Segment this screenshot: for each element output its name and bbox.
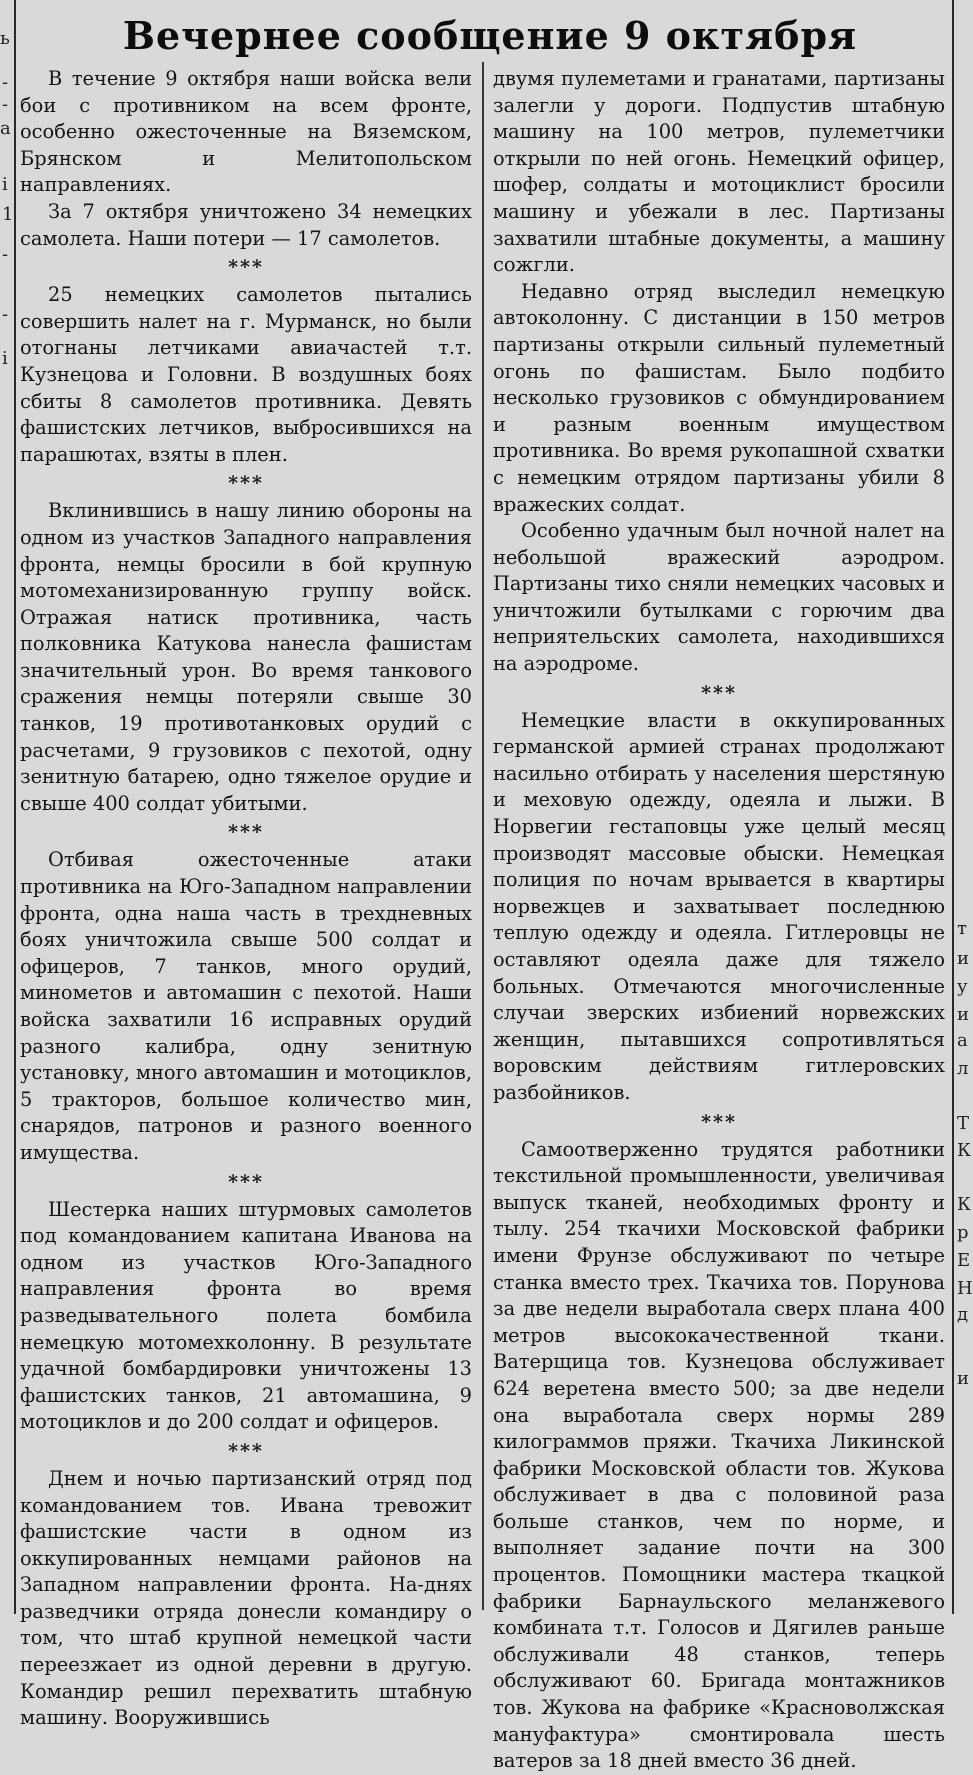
margin-fragment: Т bbox=[957, 1113, 970, 1134]
margin-fragment: и bbox=[957, 1368, 969, 1389]
margin-fragment: К bbox=[957, 1140, 971, 1161]
margin-fragment: - bbox=[2, 304, 9, 325]
article-paragraph: 25 немецких самолетов пытались совершить налет на г. Мурманск, но были отогнаны летчиками авиачастей т.т. Кузнецова и Головни. В воздушных боях сбиты 8 самолетов противника. Девять фашистских летчиков, выбросившихся на парашютах, взяты в плен. bbox=[20, 283, 472, 466]
margin-fragment: а bbox=[957, 1030, 968, 1051]
left-page-edge bbox=[0, 0, 16, 1614]
article-paragraph: За 7 октября уничтожено 34 немецких самолета. Наши потери — 17 самолетов. bbox=[20, 199, 472, 250]
margin-fragment: а bbox=[0, 118, 11, 139]
section-separator: *** bbox=[228, 821, 264, 844]
article-paragraph: Особенно удачным был ночной налет на небольшой вражеский аэродром. Партизаны тихо сняли немецких часовых и уничтожили бутылками с горючим два неприятельских самолета, находившихся на аэродроме. bbox=[493, 519, 945, 676]
article-paragraph: Днем и ночью партизанский отряд под командованием тов. Ивана тревожит фашистские части в одном из оккупированных немцами районов на Западном направлении фронта. На-днях разведчики отряда донесли командиру о том, что штаб крупной немецкой части переезжает из одной деревни в другую. Командир решил перехватить штабную машину. Вооружившись bbox=[20, 1466, 472, 1730]
column-divider bbox=[482, 62, 484, 1610]
article-paragraph: Шестерка наших штурмовых самолетов под командованием капитана Иванова на одном из участков Юго-Западного направления фронта во время разведывательного полета бомбила немецкую мотомехколонну. В результате удачной бомбардировки уничтожены 13 фашистских танков, 21 автомашина, 9 мотоциклов и до 200 солдат и офицеров. bbox=[20, 1197, 472, 1434]
headline-area bbox=[30, 8, 950, 62]
page-title: Вечернее сообщение 9 октября bbox=[122, 12, 858, 58]
margin-fragment: р bbox=[957, 1222, 969, 1243]
section-separator: *** bbox=[228, 1170, 264, 1193]
section-separator: *** bbox=[701, 1110, 737, 1133]
section-separator: *** bbox=[228, 472, 264, 495]
margin-fragment: т bbox=[957, 918, 967, 939]
article-paragraph: Самоотверженно трудятся работники текстильной промышленности, увеличивая выпуск тканей, необходимых фронту и тылу. 254 ткачихи Московской фабрики имени Фрунзе обслуживают по четыре станка вместо трех. Ткачиха тов. Порунова за две недели выработала сверх плана 400 метров высококачественной ткани. Ватерщица тов. Кузнецова обслуживает 624 веретена вместо 500; за две недели она выработала сверх нормы 289 килограммов пряжи. Ткачиха Ликинской фабрики Московской области тов. Жукова обслуживает в два с половиной раза больше станков, чем по норме, и выполняет задание почти на 300 процентов. Помощники мастера ткацкой фабрики Барнаульского меланжевого комбината т.т. Голосов и Дягилев раньше обслуживали 48 станков, теперь обслуживают 60. Бригада монтажников тов. Жукова на фабрике «Красноволжская мануфактура» смонтировала шесть ватеров за 18 дней вместо 36 дней. bbox=[493, 1137, 945, 1773]
left-column bbox=[20, 66, 472, 1730]
margin-fragment: і bbox=[2, 174, 8, 195]
section-separator: *** bbox=[228, 1439, 264, 1462]
margin-fragment: у bbox=[957, 976, 968, 997]
right-column bbox=[493, 66, 945, 1773]
article-paragraph: Вклинившись в нашу линию обороны на одном из участков Западного направления фронта, немцы бросили в бой крупную мотомеханизированную группу войск. Отражая натиск противника, часть полковника Катукова нанесла фашистам значительный урон. Во время танкового сражения немцы потеряли свыше 30 танков, 19 противотанковых орудий с расчетами, 9 грузовиков с пехотой, одну зенитную батарею, одно тяжелое орудие и свыше 400 солдат убитыми. bbox=[20, 499, 472, 815]
article-paragraph: Немецкие власти в оккупированных германской армией странах продолжают насильно отбирать у населения шерстяную и меховую одежду, одеяла и лыжи. В Норвегии гестаповцы уже целый месяц производят массовые обыски. Немецкая полиция по ночам врывается в квартиры норвежцев и захватывает последнюю теплую одежду и одеяла. Гитлеровцы не оставляют одеяла даже для тяжело больных. Отмечаются многочисленные случаи зверских избиений норвежских женщин, пытавшихся сопротивляться воровским действиям гитлеровских разбойников. bbox=[493, 708, 945, 1104]
article-paragraph: Отбивая ожесточенные атаки противника на Юго-Западном направлении фронта, одна наша часть в трехдневных боях уничтожила свыше 500 солдат и офицеров, 7 танков, много орудий, минометов и автомашин с пехотой. Наши войска захватили 16 исправных орудий разного калибра, одну зенитную установку, много автомашин и мотоциклов, 5 тракторов, большое количество мин, снарядов, патронов и разного военного имущества. bbox=[20, 848, 472, 1164]
margin-fragment: Н bbox=[957, 1278, 973, 1299]
section-separator: *** bbox=[228, 256, 264, 279]
margin-fragment: - bbox=[2, 244, 9, 265]
margin-fragment: - bbox=[2, 94, 9, 115]
article-paragraph: Недавно отряд выследил немецкую автоколонну. С дистанции в 150 метров партизаны открыли сильный пулеметный огонь по фашистам. Было подбито несколько грузовиков с обмундированием и разным военным имуществом противника. Во время рукопашной схватки с немецким отрядом партизаны убили 8 вражеских солдат. bbox=[493, 279, 945, 516]
margin-fragment: и bbox=[957, 1004, 969, 1025]
right-page-edge bbox=[952, 0, 973, 1614]
margin-fragment: ь bbox=[0, 28, 10, 49]
margin-fragment: Е bbox=[957, 1250, 971, 1271]
margin-fragment: і bbox=[2, 348, 8, 369]
margin-fragment: и bbox=[957, 948, 969, 969]
article-paragraph: В течение 9 октября наши войска вели бои с противником на всем фронте, особенно ожесточенные на Вяземском, Брянском и Мелитопольском направлениях. bbox=[20, 67, 472, 197]
margin-fragment: К bbox=[957, 1194, 971, 1215]
margin-fragment: - bbox=[2, 72, 9, 93]
margin-fragment: л bbox=[957, 1058, 969, 1079]
margin-fragment: д bbox=[957, 1304, 969, 1325]
article-paragraph-continued: двумя пулеметами и гранатами, партизаны залегли у дороги. Подпустив штабную машину на 100 метров, пулеметчики открыли по ней огонь. Немецкий офицер, шофер, солдаты и мотоциклист бросили машину и убежали в лес. Партизаны захватили штабные документы, а машину сожгли. bbox=[493, 67, 945, 277]
margin-fragment: 1 bbox=[2, 204, 14, 225]
section-separator: *** bbox=[701, 681, 737, 704]
